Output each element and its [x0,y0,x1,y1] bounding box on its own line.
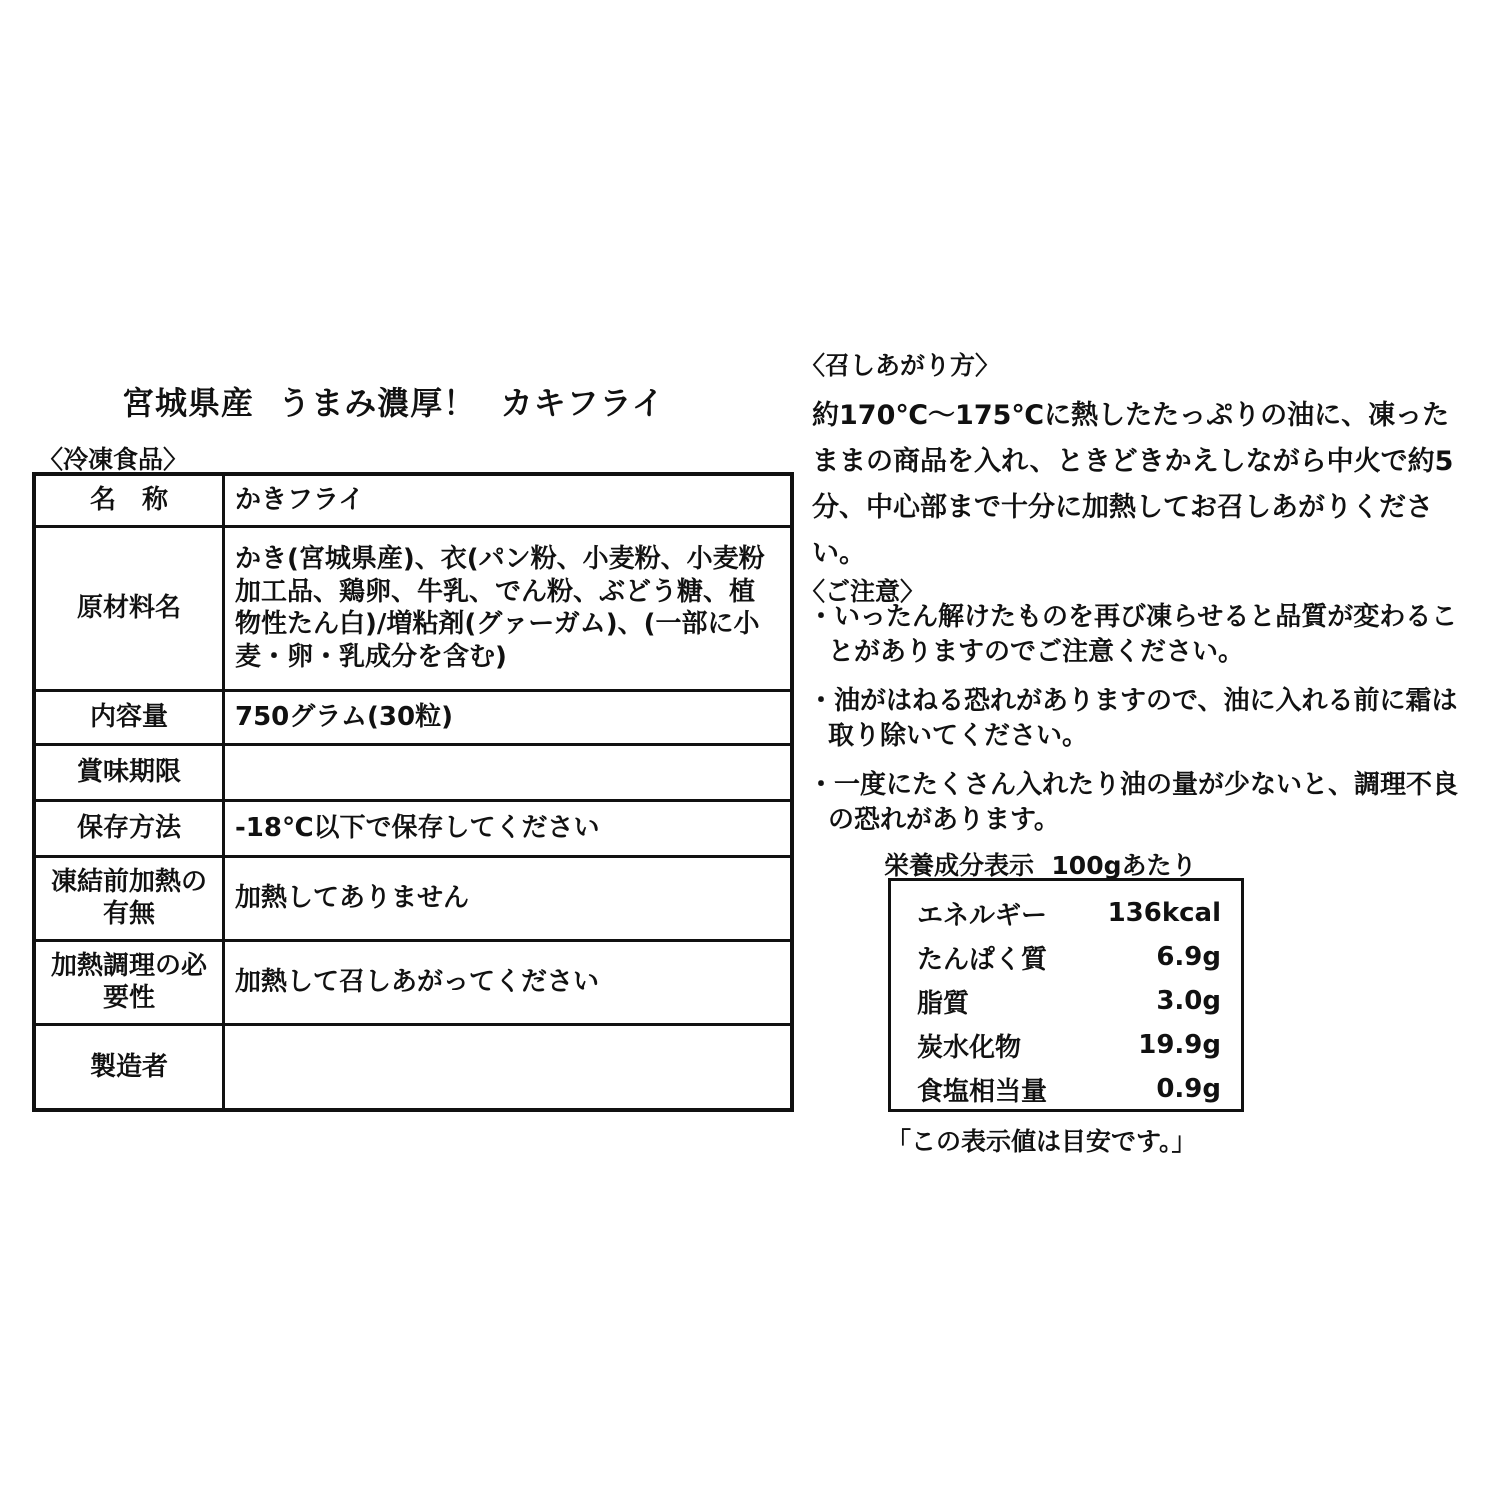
nutrition-value: 3.0g [1156,986,1221,1016]
table-row [34,800,792,856]
table-row [34,690,792,744]
nutrition-row [917,891,1221,935]
nutrition-note: 「この表示値は目安です。」 [886,1127,1197,1156]
spec-key: 原材料名 [34,526,224,690]
table-row [34,526,792,690]
spec-key: 名 称 [34,474,224,526]
howto-body: 約170℃～175℃に熱したたっぷりの油に、凍ったままの商品を入れ、ときどきかえしながら中火で約5分、中心部まで十分に加熱してお召しあがりください。 [812,400,1454,569]
caution-item: ・いったん解けたものを再び凍らせると品質が変わることがありますのでご注意ください。 [808,602,1458,667]
table-row [34,940,792,1024]
nutrition-row [917,1023,1221,1067]
nutrition-row [917,935,1221,979]
nutrition-row [917,1067,1221,1111]
spec-value: かき(宮城県産)、衣(パン粉、小麦粉、小麦粉加工品、鶏卵、牛乳、でん粉、ぶどう糖、植物性たん白)/増粘剤(グァーガム)、(一部に小麦・卵・乳成分を含む) [224,526,793,690]
spec-key: 内容量 [34,690,224,744]
nutrition-row [917,979,1221,1023]
howto-heading: 〈召しあがり方〉 [800,351,1001,380]
spec-key: 保存方法 [34,800,224,856]
nutrition-label: 炭水化物 [917,1032,1022,1063]
table-row [34,1024,792,1110]
spec-value: 加熱してありません [224,856,793,940]
nutrition-value: 136kcal [1107,898,1221,928]
category-label: 〈冷凍食品〉 [38,445,189,474]
table-row [34,474,792,526]
spec-value: かきフライ [224,474,793,526]
nutrition-value: 6.9g [1156,942,1221,972]
spec-value: -18℃以下で保存してください [224,800,793,856]
caution-list [808,600,1476,852]
spec-key: 製造者 [34,1024,224,1110]
nutrition-label: 脂質 [917,988,970,1019]
spec-key: 加熱調理の必要性 [34,940,224,1024]
spec-key: 凍結前加熱の有無 [34,856,224,940]
caution-heading: 〈ご注意〉 [800,577,926,606]
nutrition-value: 0.9g [1156,1074,1221,1104]
nutrition-value: 19.9g [1138,1030,1221,1060]
caution-item: ・油がはねる恐れがありますので、油に入れる前に霜は取り除いてください。 [808,686,1458,751]
spec-key: 賞味期限 [34,744,224,800]
table-row [34,856,792,940]
nutrition-label: 食塩相当量 [917,1076,1048,1107]
nutrition-label: エネルギー [917,900,1048,931]
spec-value: 750グラム(30粒) [224,690,793,744]
table-row [34,744,792,800]
spec-value: 加熱して召しあがってください [224,940,793,1024]
nutrition-table [888,878,1244,1112]
product-spec-table [32,472,794,1112]
caution-item: ・一度にたくさん入れたり油の量が少ないと、調理不良の恐れがあります。 [808,770,1459,835]
product-title: 宮城県産 うまみ濃厚！ カキフライ [122,384,665,422]
nutrition-label: たんぱく質 [917,944,1048,975]
spec-value [224,744,793,800]
spec-value [224,1024,793,1110]
nutrition-heading: 栄養成分表示 100gあたり [884,851,1197,880]
